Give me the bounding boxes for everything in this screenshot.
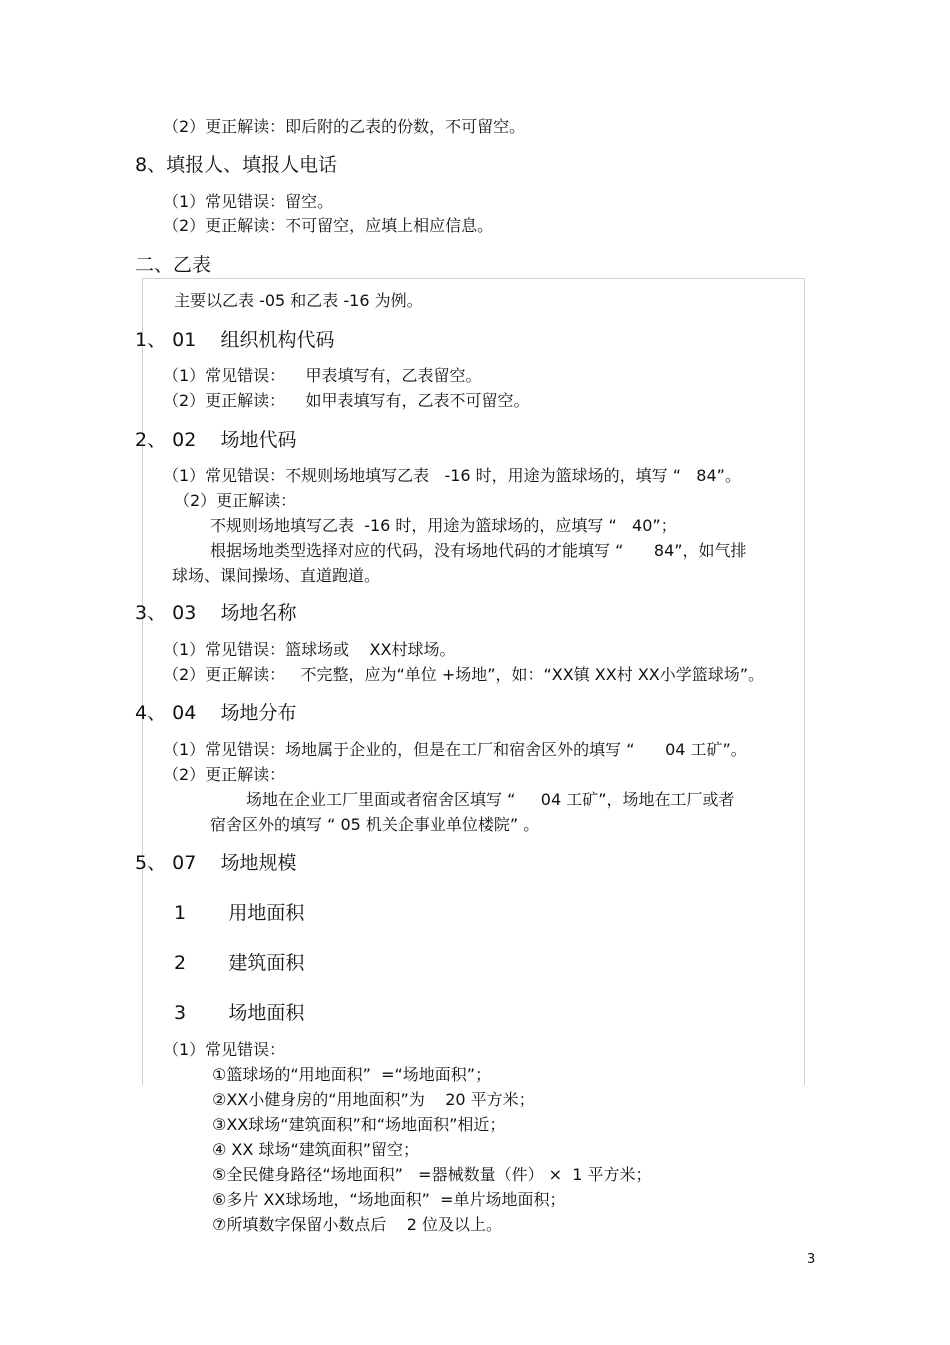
text-line: （1）常见错误： 甲表填写有，乙表留空。: [163, 366, 482, 385]
sub-heading: 3 场地面积: [174, 1002, 305, 1024]
error-item: ⑥多片 XX球场地，“场地面积” =单片场地面积；: [212, 1190, 566, 1209]
text-line: 根据场地类型选择对应的代码，没有场地代码的才能填写 “ 84”，如气排: [210, 541, 747, 560]
text-line: （2）更正解读：不可留空，应填上相应信息。: [163, 216, 494, 235]
text-line: 不规则场地填写乙表 -16 时，用途为篮球场的，应填写 “ 40”；: [210, 516, 677, 535]
section-heading: 3、 03 场地名称: [135, 602, 297, 624]
text-line: （1）常见错误：场地属于企业的，但是在工厂和宿舍区外的填写 “ 04 工矿”。: [163, 740, 747, 759]
error-item: ③XX球场“建筑面积”和“场地面积”相近；: [212, 1115, 506, 1134]
intro-text: 主要以乙表 -05 和乙表 -16 为例。: [174, 291, 423, 310]
error-item: ⑤全民健身路径“场地面积” =器械数量（件） × 1 平方米；: [212, 1165, 652, 1184]
section-heading: 8、填报人、填报人电话: [135, 154, 338, 176]
text-line: （1）常见错误：: [163, 1040, 286, 1059]
error-item: ⑦所填数字保留小数点后 2 位及以上。: [212, 1215, 502, 1234]
text-line: （2）更正解读：: [163, 765, 286, 784]
section-heading: 2、 02 场地代码: [135, 429, 297, 451]
section-heading: 4、 04 场地分布: [135, 702, 297, 724]
page-number: 3: [807, 1252, 816, 1267]
text-line: 球场、课间操场、直道跑道。: [172, 566, 381, 585]
section-heading: 1、 01 组织机构代码: [135, 329, 335, 351]
text-line: （1）常见错误：留空。: [163, 192, 334, 211]
error-item: ④ XX 球场“建筑面积”留空；: [212, 1140, 420, 1159]
text-line: （2）更正解读： 如甲表填写有，乙表不可留空。: [163, 391, 530, 410]
text-line: 宿舍区外的填写 “ 05 机关企事业单位楼院” 。: [210, 815, 540, 834]
error-item: ②XX小健身房的“用地面积”为 20 平方米；: [212, 1090, 535, 1109]
sub-heading: 2 建筑面积: [174, 952, 305, 974]
section-heading: 5、 07 场地规模: [135, 852, 297, 874]
part-heading: 二、乙表: [135, 254, 212, 276]
error-item: ①篮球场的“用地面积” =“场地面积”；: [212, 1065, 492, 1084]
text-line: （1）常见错误：不规则场地填写乙表 -16 时，用途为篮球场的，填写 “ 84”。: [163, 466, 741, 485]
text-line: （1）常见错误：篮球场或 XX村球场。: [163, 640, 456, 659]
text-line: （2）更正解读： 不完整，应为“单位 +场地”，如：“XX镇 XX村 XX小学篮球场”。: [163, 665, 765, 684]
text-line: （2）更正解读：: [174, 491, 297, 510]
text-line: 场地在企业工厂里面或者宿舍区填写 “ 04 工矿”，场地在工厂或者: [246, 790, 735, 809]
sub-heading: 1 用地面积: [174, 902, 305, 924]
text-line: （2）更正解读：即后附的乙表的份数，不可留空。: [163, 117, 526, 136]
